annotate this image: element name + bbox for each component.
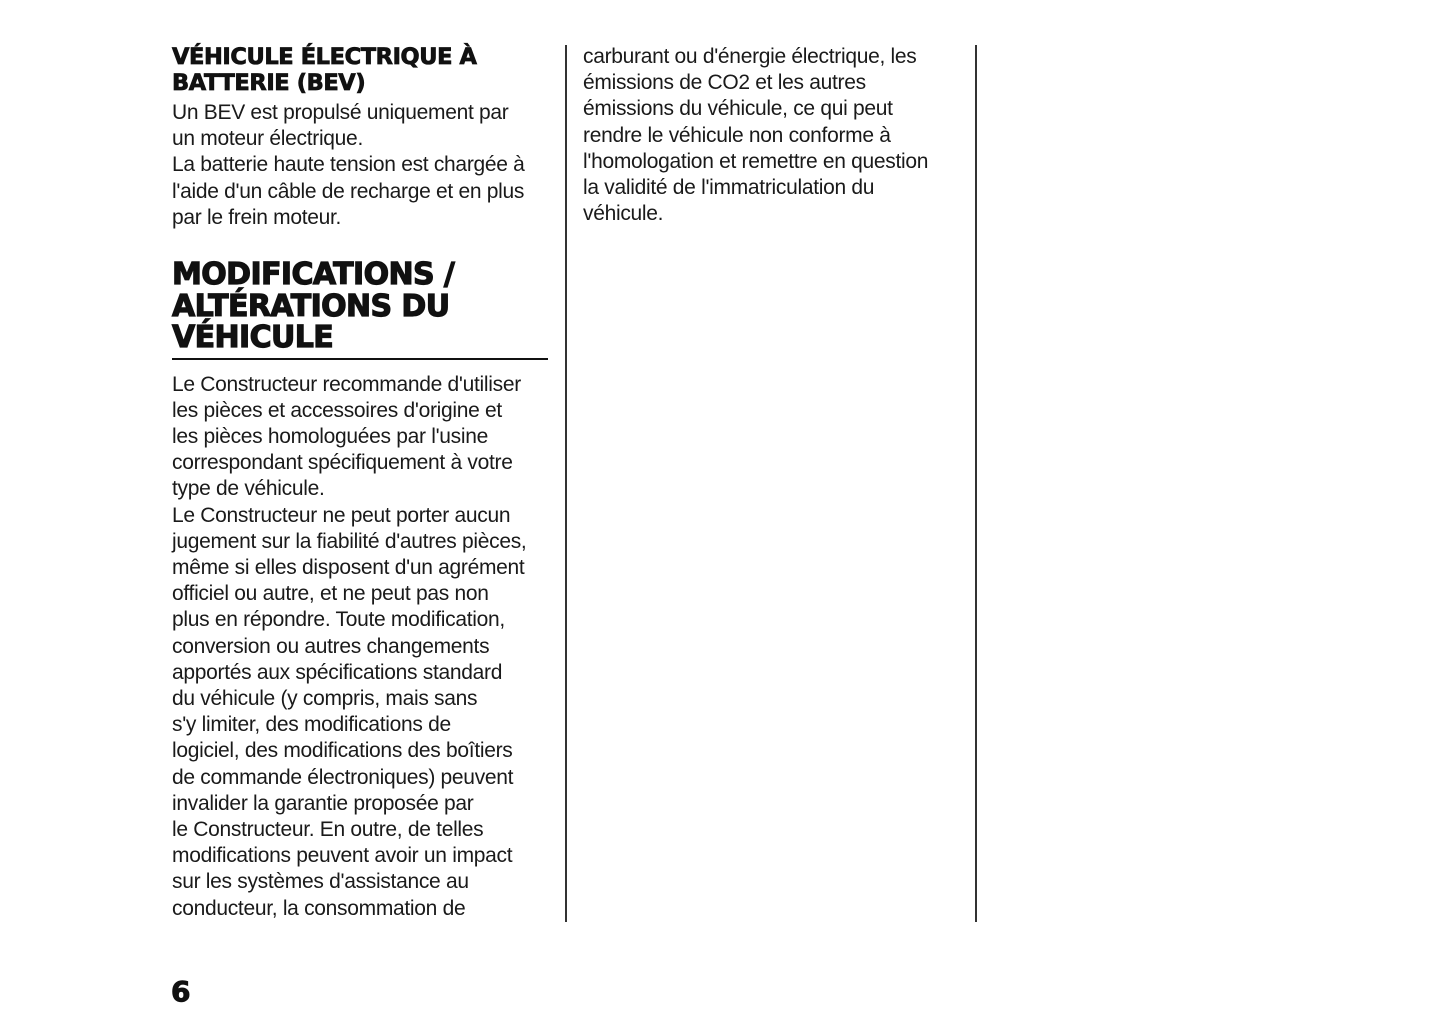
- text-line: du véhicule (y compris, mais sans: [172, 686, 478, 710]
- text-line: émissions de CO2 et les autres: [583, 71, 866, 95]
- text-line: l'aide d'un câble de recharge et en plus: [172, 179, 525, 203]
- text-line: s'y limiter, des modifications de: [172, 713, 451, 737]
- heading-line: BATTERIE (BEV): [172, 70, 366, 96]
- text-line: carburant ou d'énergie électrique, les: [583, 45, 917, 68]
- column-divider-left: [565, 45, 567, 922]
- heading-underline: [172, 358, 548, 360]
- text-line: par le frein moteur.: [172, 205, 342, 229]
- heading-line: ALTÉRATIONS DU: [172, 288, 450, 324]
- text-line: conducteur, la consommation de: [172, 896, 466, 920]
- text-line: modifications peuvent avoir un impact: [172, 844, 513, 868]
- text-line: conversion ou autres changements: [172, 634, 490, 658]
- text-line: Le Constructeur ne peut porter aucun: [172, 503, 511, 527]
- text-line: correspondant spécifiquement à votre: [172, 451, 513, 475]
- heading-line: MODIFICATIONS /: [172, 257, 455, 293]
- text-line: les pièces homologuées par l'usine: [172, 424, 489, 448]
- text-line: plus en répondre. Toute modification,: [172, 608, 505, 632]
- text-line: véhicule.: [583, 202, 664, 226]
- heading-line: VÉHICULE ÉLECTRIQUE À: [172, 44, 477, 70]
- text-line: apportés aux spécifications standard: [172, 660, 503, 684]
- text-line: rendre le véhicule non conforme à: [583, 123, 891, 147]
- right-column: [583, 44, 963, 227]
- text-line: même si elles disposent d'un agrément: [172, 555, 525, 579]
- text-line: officiel ou autre, et ne peut pas non: [172, 582, 489, 606]
- section-heading-bev: [172, 44, 552, 96]
- text-line: un moteur électrique.: [172, 127, 363, 151]
- text-line: le Constructeur. En outre, de telles: [172, 817, 484, 841]
- text-line: logiciel, des modifications des boîtiers: [172, 739, 513, 763]
- text-line: La batterie haute tension est chargée à: [172, 153, 525, 177]
- column-divider-right: [975, 45, 977, 922]
- section-heading-modifications: [172, 259, 552, 354]
- text-line: type de véhicule.: [172, 477, 325, 501]
- text-line: la validité de l'immatriculation du: [583, 176, 875, 200]
- section-body-bev: [172, 100, 552, 231]
- text-line: Le Constructeur recommande d'utiliser: [172, 372, 521, 396]
- heading-line: VÉHICULE: [172, 320, 334, 356]
- text-line: jugement sur la fiabilité d'autres pièces,: [172, 529, 527, 553]
- section-body-modifications: [172, 372, 552, 922]
- page-number: 6: [171, 975, 191, 1008]
- text-line: Un BEV est propulsé uniquement par: [172, 101, 509, 124]
- text-line: l'homologation et remettre en question: [583, 149, 929, 173]
- text-line: émissions du véhicule, ce qui peut: [583, 97, 893, 121]
- text-line: sur les systèmes d'assistance au: [172, 870, 469, 894]
- text-line: invalider la garantie proposée par: [172, 791, 474, 815]
- left-column: [172, 44, 552, 922]
- continued-body: [583, 44, 963, 227]
- text-line: de commande électroniques) peuvent: [172, 765, 514, 789]
- text-line: les pièces et accessoires d'origine et: [172, 398, 502, 422]
